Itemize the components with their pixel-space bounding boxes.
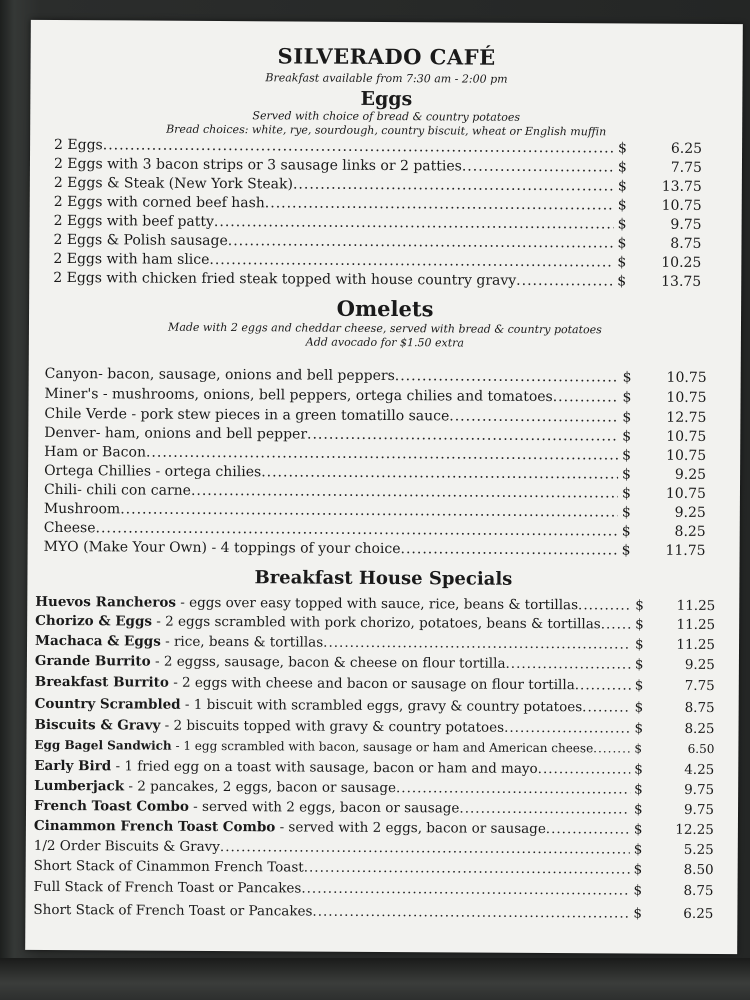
item-name: 2 Eggs with beef patty: [53, 212, 214, 230]
item-description: - 2 eggs scrambled with pork chorizo, potatoes, beans & tortillas: [151, 613, 601, 633]
leader-dots: [504, 720, 631, 737]
item-price: 9.75: [670, 216, 702, 233]
special-item: [34, 858, 714, 878]
item-price: 10.75: [666, 389, 707, 406]
item-price: 13.75: [661, 178, 702, 195]
special-item: [34, 879, 714, 899]
item-title: Cinammon French Toast Combo: [33, 817, 276, 836]
item-name: Ortega Chillies - ortega chilies: [44, 462, 262, 481]
item-name: 2 Eggs: [54, 136, 103, 154]
leader-dots: [459, 800, 630, 817]
item-price: 9.25: [674, 466, 707, 483]
omelet-item: [44, 425, 706, 445]
eggs-item: [54, 213, 702, 233]
item-name: [34, 798, 459, 817]
item-title: Grande Burrito: [34, 652, 151, 670]
eggs-item: [54, 194, 702, 214]
special-item: [34, 838, 714, 858]
item-description: - 1 biscuit with scrambled eggs, gravy & country potatoes: [180, 696, 583, 716]
item-price: 8.25: [674, 523, 706, 540]
leader-dots: [214, 214, 614, 232]
currency-sign: $: [634, 656, 644, 673]
item-title: French Toast Combo: [33, 797, 189, 815]
leader-dots: [228, 233, 614, 251]
leader-dots: [582, 699, 631, 715]
item-name: [34, 879, 302, 897]
currency-sign: $: [621, 504, 631, 521]
item-price: 6.25: [670, 140, 703, 157]
currency-sign: $: [633, 841, 643, 858]
currency-sign: $: [621, 485, 631, 502]
item-price: 8.50: [683, 861, 714, 879]
item-price: 6.25: [683, 905, 714, 923]
omelets-section-title: Omelets: [336, 295, 434, 322]
currency-sign: $: [618, 140, 628, 157]
item-name: 2 Eggs & Polish sausage: [53, 231, 228, 250]
leader-dots: [293, 176, 614, 194]
restaurant-name: SILVERADO CAFÉ: [277, 43, 496, 70]
omelets-note-base: Made with 2 eggs and cheddar cheese, served with bread & country potatoes: [168, 320, 602, 337]
item-name: [33, 902, 312, 920]
item-name: [34, 717, 504, 736]
item-title: Breakfast Burrito: [34, 673, 169, 691]
leader-dots: [312, 904, 629, 922]
leader-dots: [209, 252, 613, 270]
omelet-item: [45, 366, 707, 386]
item-title: Biscuits & Gravy: [34, 716, 161, 734]
currency-sign: $: [634, 761, 643, 778]
item-description: - 2 pancakes, 2 eggs, bacon or sausage: [124, 778, 397, 797]
leader-dots: [601, 616, 632, 632]
leader-dots: [395, 368, 619, 385]
item-price: 10.75: [666, 428, 707, 445]
item-price: 10.75: [665, 485, 707, 502]
special-item: [35, 696, 715, 716]
leader-dots: [553, 389, 619, 405]
leader-dots: [103, 137, 614, 156]
special-item: [34, 798, 714, 818]
binder-bottom-edge: [0, 958, 750, 1000]
item-price: 11.75: [665, 542, 706, 559]
item-description: - 1 fried egg on a toast with sausage, bacon or ham and mayo: [111, 758, 538, 777]
item-name: [35, 696, 583, 715]
currency-sign: $: [622, 369, 632, 386]
leader-dots: [401, 541, 618, 558]
item-name: [35, 613, 601, 632]
special-item: [35, 594, 715, 614]
item-name: [34, 758, 537, 777]
item-description: - rice, beans & tortillas: [160, 633, 324, 651]
item-price: 8.75: [683, 882, 714, 900]
leader-dots: [191, 483, 618, 502]
special-item: [35, 613, 715, 633]
leader-dots: [462, 158, 614, 175]
item-description: - 2 eggs with cheese and bacon or sausage on flour tortilla: [168, 674, 575, 694]
item-name: [35, 594, 578, 613]
item-name: Denver- ham, onions and bell pepper: [44, 424, 308, 443]
item-price: 7.75: [670, 159, 703, 176]
special-item: [34, 717, 714, 737]
item-name: [34, 778, 396, 796]
item-description: Short Stack of Cinammon French Toast: [33, 857, 304, 876]
currency-sign: $: [634, 741, 643, 756]
leader-dots: [220, 839, 630, 858]
item-price: 12.75: [666, 409, 707, 426]
eggs-note-sides: Served with choice of bread & country potatoes: [252, 109, 521, 124]
eggs-note-bread: Bread choices: white, rye, sourdough, country biscuit, wheat or English muffin: [166, 122, 607, 139]
item-description: Short Stack of French Toast or Pancakes: [33, 901, 313, 920]
item-name: Chili- chili con carne: [43, 481, 192, 499]
item-price: 12.25: [675, 821, 714, 839]
item-price: 7.75: [684, 677, 715, 695]
item-name: Chile Verde - pork stew pieces in a green tomatillo sauce: [44, 405, 450, 425]
currency-sign: $: [617, 178, 627, 195]
currency-sign: $: [622, 447, 632, 464]
currency-sign: $: [633, 882, 643, 899]
currency-sign: $: [621, 542, 631, 559]
item-title: Chorizo & Eggs: [35, 612, 153, 630]
item-price: 11.25: [676, 636, 716, 654]
eggs-item: [54, 175, 702, 195]
item-price: 9.25: [674, 504, 706, 521]
item-name: [35, 674, 575, 693]
item-name: [34, 858, 304, 876]
currency-sign: $: [622, 428, 632, 445]
item-description: - eggs over easy topped with sauce, rice, beans & tortillas: [175, 594, 579, 614]
item-name: 2 Eggs with chicken fried steak topped with house country gravy: [53, 269, 517, 289]
item-description: - served with 2 eggs, bacon or sausage: [275, 819, 546, 837]
leader-dots: [307, 427, 618, 445]
leader-dots: [323, 635, 631, 653]
omelet-item: [44, 520, 706, 540]
item-name: [35, 653, 506, 672]
item-name: 2 Eggs & Steak (New York Steak): [53, 174, 294, 193]
special-item: [34, 818, 714, 838]
menu-page: [25, 20, 743, 954]
currency-sign: $: [617, 235, 627, 252]
leader-dots: [538, 761, 631, 778]
item-description: Full Stack of French Toast or Pancakes: [33, 878, 302, 897]
omelet-item: [44, 406, 706, 426]
item-name: 2 Eggs with 3 bacon strips or 3 sausage links or 2 patties: [53, 155, 462, 175]
item-name: Mushroom: [43, 500, 121, 518]
leader-dots: [301, 881, 629, 899]
currency-sign: $: [633, 801, 643, 818]
item-title: Machaca & Eggs: [35, 632, 161, 650]
item-price: 10.75: [661, 197, 702, 214]
item-name: [34, 818, 546, 837]
omelets-note-avocado: Add avocado for $1.50 extra: [305, 335, 465, 350]
leader-dots: [593, 741, 630, 755]
leader-dots: [265, 195, 614, 213]
item-price: 10.25: [661, 254, 702, 271]
currency-sign: $: [634, 677, 644, 694]
leader-dots: [578, 597, 631, 613]
item-name: 2 Eggs with corned beef hash: [53, 193, 265, 212]
leader-dots: [396, 780, 630, 797]
eggs-item: [53, 270, 701, 290]
item-title: Lumberjack: [34, 777, 125, 795]
item-name: [34, 738, 593, 755]
item-name: Miner's - mushrooms, onions, bell peppers, ortega chilies and tomatoes: [44, 385, 553, 406]
currency-sign: $: [617, 197, 627, 214]
item-description: - served with 2 eggs, bacon or sausage: [188, 798, 460, 817]
currency-sign: $: [622, 389, 632, 406]
eggs-item: [54, 137, 702, 157]
currency-sign: $: [617, 254, 627, 271]
item-price: 13.75: [661, 273, 702, 290]
item-description: 1/2 Order Biscuits & Gravy: [33, 837, 221, 856]
eggs-item: [53, 251, 701, 271]
currency-sign: $: [635, 616, 644, 633]
item-description: - 2 eggss, sausage, bacon & cheese on flour tortilla: [150, 653, 506, 672]
item-title: Egg Bagel Sandwich: [34, 737, 172, 753]
special-item: [35, 653, 715, 673]
item-price: 10.75: [666, 369, 707, 386]
leader-dots: [146, 445, 618, 464]
item-title: Country Scrambled: [34, 695, 181, 713]
currency-sign: $: [622, 409, 632, 426]
item-name: [35, 633, 323, 651]
leader-dots: [516, 273, 613, 290]
item-name: Canyon- bacon, sausage, onions and bell peppers: [44, 365, 395, 385]
currency-sign: $: [634, 636, 644, 653]
leader-dots: [95, 520, 617, 539]
item-description: - 2 biscuits topped with gravy & country potatoes: [160, 717, 505, 736]
item-price: 8.75: [670, 235, 702, 252]
currency-sign: $: [633, 861, 643, 878]
omelet-item: [44, 539, 706, 559]
item-title: Huevos Rancheros: [35, 593, 177, 611]
item-title: Early Bird: [34, 757, 112, 775]
eggs-section-title: Eggs: [360, 87, 413, 111]
leader-dots: [546, 821, 630, 838]
special-item: [35, 633, 715, 653]
currency-sign: $: [617, 216, 627, 233]
item-name: MYO (Make Your Own) - 4 toppings of your choice: [43, 538, 401, 558]
omelet-item: [44, 444, 706, 464]
item-price: 6.50: [687, 741, 715, 757]
item-price: 9.25: [684, 656, 715, 674]
item-price: 11.25: [676, 616, 716, 634]
item-price: 8.25: [684, 720, 715, 738]
special-item: [34, 738, 714, 756]
item-name: 2 Eggs with ham slice: [53, 250, 210, 268]
special-item: [33, 902, 713, 922]
omelet-item: [45, 386, 707, 406]
item-price: 9.75: [683, 801, 715, 819]
currency-sign: $: [634, 781, 643, 798]
currency-sign: $: [633, 821, 643, 838]
item-price: 8.75: [684, 699, 715, 717]
currency-sign: $: [622, 466, 632, 483]
currency-sign: $: [633, 905, 643, 922]
item-price: 5.25: [683, 841, 714, 859]
omelet-item: [44, 501, 706, 521]
item-name: Ham or Bacon: [44, 443, 147, 461]
eggs-item: [54, 156, 702, 176]
leader-dots: [575, 677, 631, 693]
leader-dots: [449, 408, 618, 425]
currency-sign: $: [617, 159, 627, 176]
leader-dots: [261, 464, 618, 482]
omelet-item: [44, 482, 706, 502]
item-name: [34, 838, 220, 855]
item-name: Cheese: [43, 519, 96, 537]
leader-dots: [505, 656, 630, 673]
specials-section-title: Breakfast House Specials: [254, 567, 513, 590]
item-price: 4.25: [684, 761, 715, 779]
currency-sign: $: [635, 597, 644, 614]
currency-sign: $: [617, 273, 627, 290]
item-price: 9.75: [684, 781, 715, 799]
omelet-item: [44, 463, 706, 483]
special-item: [34, 778, 714, 798]
leader-dots: [120, 501, 618, 520]
currency-sign: $: [634, 699, 644, 716]
special-item: [35, 674, 715, 694]
item-price: 11.25: [676, 597, 716, 615]
item-price: 10.75: [666, 447, 707, 464]
currency-sign: $: [621, 523, 631, 540]
eggs-item: [53, 232, 701, 252]
leader-dots: [304, 860, 630, 878]
item-description: - 1 egg scrambled with bacon, sausage or ham and American cheese: [171, 738, 594, 756]
special-item: [34, 758, 714, 778]
currency-sign: $: [634, 720, 644, 737]
breakfast-hours: Breakfast available from 7:30 am - 2:00 pm: [265, 71, 508, 86]
